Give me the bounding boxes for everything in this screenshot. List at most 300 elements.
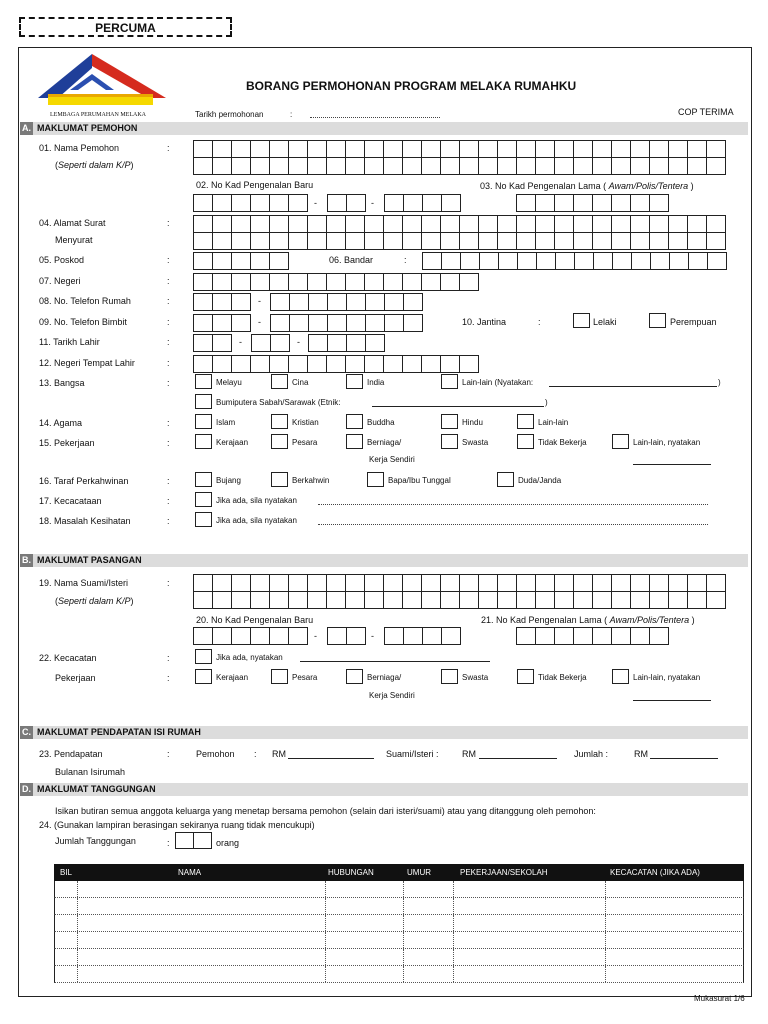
table-cell[interactable] (77, 881, 325, 897)
char-box[interactable] (441, 252, 461, 270)
char-box[interactable] (421, 574, 441, 592)
char-box[interactable] (212, 293, 232, 311)
char-box[interactable] (459, 140, 479, 158)
char-box[interactable] (308, 293, 328, 311)
char-box[interactable] (383, 591, 403, 609)
kesihatan-field[interactable] (318, 524, 708, 525)
char-box[interactable] (422, 627, 442, 645)
char-box[interactable] (497, 232, 517, 250)
char-box[interactable] (440, 591, 460, 609)
char-box[interactable] (193, 273, 213, 291)
char-box[interactable] (269, 591, 289, 609)
char-box[interactable] (327, 627, 347, 645)
checkbox-islam[interactable] (195, 414, 212, 429)
char-box[interactable] (231, 355, 251, 373)
char-box[interactable] (592, 215, 612, 233)
char-box[interactable] (611, 591, 631, 609)
char-box[interactable] (535, 591, 555, 609)
char-box[interactable] (383, 140, 403, 158)
char-box[interactable] (345, 215, 365, 233)
char-box[interactable] (212, 215, 232, 233)
char-box[interactable] (574, 252, 594, 270)
char-box[interactable] (535, 194, 555, 212)
ic-baru-suami-part3[interactable] (384, 627, 461, 645)
char-box[interactable] (497, 591, 517, 609)
char-box[interactable] (535, 232, 555, 250)
table-cell[interactable] (325, 898, 403, 914)
char-box[interactable] (630, 591, 650, 609)
nama-suami-grid-row1[interactable] (193, 574, 726, 592)
char-box[interactable] (326, 157, 346, 175)
char-box[interactable] (402, 574, 422, 592)
char-box[interactable] (403, 627, 423, 645)
char-box[interactable] (345, 591, 365, 609)
char-box[interactable] (516, 232, 536, 250)
char-box[interactable] (421, 591, 441, 609)
checkbox-buddha[interactable] (346, 414, 363, 429)
checkbox-suami-tidak-bekerja[interactable] (517, 669, 534, 684)
char-box[interactable] (250, 194, 270, 212)
checkbox-pesara[interactable] (271, 434, 288, 449)
checkbox-bujang[interactable] (195, 472, 212, 487)
table-cell[interactable] (605, 898, 745, 914)
char-box[interactable] (288, 627, 308, 645)
char-box[interactable] (212, 591, 232, 609)
char-box[interactable] (611, 574, 631, 592)
checkbox-duda-janda[interactable] (497, 472, 514, 487)
char-box[interactable] (630, 157, 650, 175)
char-box[interactable] (668, 574, 688, 592)
char-box[interactable] (459, 574, 479, 592)
char-box[interactable] (365, 314, 385, 332)
char-box[interactable] (706, 591, 726, 609)
char-box[interactable] (421, 215, 441, 233)
char-box[interactable] (535, 140, 555, 158)
checkbox-kerajaan[interactable] (195, 434, 212, 449)
kecacatan-suami-field[interactable] (300, 661, 490, 662)
char-box[interactable] (269, 215, 289, 233)
table-cell[interactable] (325, 881, 403, 897)
table-cell[interactable] (403, 949, 453, 965)
char-box[interactable] (478, 591, 498, 609)
char-box[interactable] (288, 574, 308, 592)
char-box[interactable] (478, 140, 498, 158)
char-box[interactable] (364, 232, 384, 250)
char-box[interactable] (479, 252, 499, 270)
table-cell[interactable] (453, 932, 605, 948)
char-box[interactable] (554, 215, 574, 233)
char-box[interactable] (402, 591, 422, 609)
char-box[interactable] (630, 194, 650, 212)
char-box[interactable] (706, 574, 726, 592)
char-box[interactable] (307, 157, 327, 175)
char-box[interactable] (516, 215, 536, 233)
char-box[interactable] (212, 157, 232, 175)
char-box[interactable] (384, 194, 404, 212)
char-box[interactable] (593, 252, 613, 270)
checkbox-kristian[interactable] (271, 414, 288, 429)
checkbox-kerja-lain[interactable] (612, 434, 629, 449)
char-box[interactable] (649, 627, 669, 645)
char-box[interactable] (630, 574, 650, 592)
char-box[interactable] (270, 293, 290, 311)
ic-baru-part3[interactable] (384, 194, 461, 212)
tel-rumah-code[interactable] (193, 293, 251, 311)
char-box[interactable] (649, 140, 669, 158)
char-box[interactable] (440, 232, 460, 250)
char-box[interactable] (421, 355, 441, 373)
char-box[interactable] (346, 627, 366, 645)
char-box[interactable] (668, 591, 688, 609)
char-box[interactable] (269, 194, 289, 212)
table-cell[interactable] (403, 915, 453, 931)
char-box[interactable] (573, 232, 593, 250)
char-box[interactable] (326, 215, 346, 233)
char-box[interactable] (250, 591, 270, 609)
jumlah-tanggungan-grid[interactable] (175, 832, 212, 849)
table-cell[interactable] (55, 949, 77, 965)
char-box[interactable] (459, 273, 479, 291)
char-box[interactable] (421, 157, 441, 175)
char-box[interactable] (250, 355, 270, 373)
char-box[interactable] (535, 215, 555, 233)
char-box[interactable] (554, 232, 574, 250)
nama-suami-grid-row2[interactable] (193, 591, 726, 609)
char-box[interactable] (364, 591, 384, 609)
char-box[interactable] (193, 574, 213, 592)
char-box[interactable] (440, 215, 460, 233)
char-box[interactable] (326, 232, 346, 250)
char-box[interactable] (288, 591, 308, 609)
char-box[interactable] (403, 314, 423, 332)
alamat-grid-row1[interactable] (193, 215, 726, 233)
char-box[interactable] (231, 157, 251, 175)
char-box[interactable] (402, 355, 422, 373)
char-box[interactable] (498, 252, 518, 270)
suami-kerja-lain-field[interactable] (633, 700, 711, 701)
char-box[interactable] (687, 232, 707, 250)
char-box[interactable] (441, 627, 461, 645)
char-box[interactable] (706, 215, 726, 233)
char-box[interactable] (364, 157, 384, 175)
char-box[interactable] (459, 591, 479, 609)
char-box[interactable] (421, 273, 441, 291)
table-cell[interactable] (453, 966, 605, 982)
char-box[interactable] (212, 355, 232, 373)
table-cell[interactable] (403, 898, 453, 914)
char-box[interactable] (269, 273, 289, 291)
checkbox-hindu[interactable] (441, 414, 458, 429)
tel-bimbit-num[interactable] (270, 314, 423, 332)
char-box[interactable] (383, 574, 403, 592)
char-box[interactable] (459, 232, 479, 250)
char-box[interactable] (326, 355, 346, 373)
char-box[interactable] (212, 314, 232, 332)
char-box[interactable] (193, 157, 213, 175)
char-box[interactable] (212, 574, 232, 592)
char-box[interactable] (630, 140, 650, 158)
char-box[interactable] (535, 627, 555, 645)
char-box[interactable] (231, 627, 251, 645)
char-box[interactable] (573, 140, 593, 158)
char-box[interactable] (345, 574, 365, 592)
char-box[interactable] (554, 574, 574, 592)
checkbox-bangsa-lain[interactable] (441, 374, 458, 389)
char-box[interactable] (478, 215, 498, 233)
char-box[interactable] (384, 314, 404, 332)
char-box[interactable] (421, 140, 441, 158)
char-box[interactable] (307, 273, 327, 291)
table-cell[interactable] (403, 932, 453, 948)
ic-baru-suami-part2[interactable] (327, 627, 366, 645)
char-box[interactable] (289, 314, 309, 332)
char-box[interactable] (630, 232, 650, 250)
char-box[interactable] (269, 157, 289, 175)
char-box[interactable] (592, 232, 612, 250)
checkbox-bumiputera[interactable] (195, 394, 212, 409)
checkbox-suami-pesara[interactable] (271, 669, 288, 684)
char-box[interactable] (193, 215, 213, 233)
kecacatan-field[interactable] (318, 504, 708, 505)
char-box[interactable] (403, 194, 423, 212)
char-box[interactable] (573, 194, 593, 212)
checkbox-berkahwin[interactable] (271, 472, 288, 487)
char-box[interactable] (554, 627, 574, 645)
table-cell[interactable] (453, 949, 605, 965)
char-box[interactable] (630, 627, 650, 645)
char-box[interactable] (231, 232, 251, 250)
char-box[interactable] (592, 194, 612, 212)
char-box[interactable] (212, 252, 232, 270)
char-box[interactable] (250, 232, 270, 250)
char-box[interactable] (687, 574, 707, 592)
tel-rumah-num[interactable] (270, 293, 423, 311)
char-box[interactable] (231, 194, 251, 212)
table-cell[interactable] (453, 881, 605, 897)
char-box[interactable] (687, 140, 707, 158)
char-box[interactable] (706, 232, 726, 250)
char-box[interactable] (478, 232, 498, 250)
negeri-lahir-grid[interactable] (193, 355, 479, 373)
char-box[interactable] (611, 627, 631, 645)
char-box[interactable] (383, 273, 403, 291)
char-box[interactable] (422, 194, 442, 212)
char-box[interactable] (212, 334, 232, 352)
char-box[interactable] (326, 591, 346, 609)
char-box[interactable] (403, 293, 423, 311)
char-box[interactable] (687, 215, 707, 233)
table-cell[interactable] (55, 932, 77, 948)
char-box[interactable] (308, 334, 328, 352)
char-box[interactable] (193, 334, 213, 352)
tel-bimbit-code[interactable] (193, 314, 251, 332)
char-box[interactable] (175, 832, 194, 849)
char-box[interactable] (327, 314, 347, 332)
char-box[interactable] (364, 273, 384, 291)
char-box[interactable] (193, 832, 212, 849)
char-box[interactable] (649, 232, 669, 250)
bangsa-lain-field[interactable] (549, 386, 717, 387)
char-box[interactable] (516, 157, 536, 175)
table-cell[interactable] (403, 966, 453, 982)
char-box[interactable] (611, 194, 631, 212)
char-box[interactable] (346, 293, 366, 311)
char-box[interactable] (231, 252, 251, 270)
pendapatan-suami-field[interactable] (479, 758, 557, 759)
char-box[interactable] (440, 140, 460, 158)
char-box[interactable] (402, 232, 422, 250)
char-box[interactable] (250, 140, 270, 158)
ic-lama-suami-grid[interactable] (516, 627, 669, 645)
tarikh-lahir-dd[interactable] (193, 334, 232, 352)
char-box[interactable] (650, 252, 670, 270)
char-box[interactable] (250, 627, 270, 645)
poskod-grid[interactable] (193, 252, 289, 270)
char-box[interactable] (269, 252, 289, 270)
char-box[interactable] (649, 157, 669, 175)
char-box[interactable] (649, 215, 669, 233)
char-box[interactable] (497, 140, 517, 158)
char-box[interactable] (611, 140, 631, 158)
table-cell[interactable] (453, 898, 605, 914)
char-box[interactable] (668, 215, 688, 233)
char-box[interactable] (307, 591, 327, 609)
char-box[interactable] (307, 574, 327, 592)
table-cell[interactable] (55, 915, 77, 931)
char-box[interactable] (250, 574, 270, 592)
table-cell[interactable] (605, 949, 745, 965)
char-box[interactable] (535, 157, 555, 175)
pendapatan-jumlah-field[interactable] (650, 758, 718, 759)
char-box[interactable] (592, 574, 612, 592)
char-box[interactable] (459, 157, 479, 175)
char-box[interactable] (649, 591, 669, 609)
char-box[interactable] (365, 293, 385, 311)
table-cell[interactable] (605, 915, 745, 931)
char-box[interactable] (364, 355, 384, 373)
char-box[interactable] (231, 591, 251, 609)
char-box[interactable] (440, 574, 460, 592)
char-box[interactable] (326, 574, 346, 592)
checkbox-cina[interactable] (271, 374, 288, 389)
char-box[interactable] (346, 314, 366, 332)
table-cell[interactable] (55, 966, 77, 982)
char-box[interactable] (384, 627, 404, 645)
char-box[interactable] (592, 140, 612, 158)
char-box[interactable] (688, 252, 708, 270)
char-box[interactable] (383, 157, 403, 175)
char-box[interactable] (460, 252, 480, 270)
table-cell[interactable] (325, 966, 403, 982)
table-cell[interactable] (55, 881, 77, 897)
char-box[interactable] (516, 574, 536, 592)
char-box[interactable] (269, 574, 289, 592)
table-cell[interactable] (77, 966, 325, 982)
char-box[interactable] (307, 232, 327, 250)
char-box[interactable] (516, 194, 536, 212)
char-box[interactable] (573, 627, 593, 645)
char-box[interactable] (554, 157, 574, 175)
char-box[interactable] (193, 591, 213, 609)
char-box[interactable] (611, 232, 631, 250)
table-cell[interactable] (77, 915, 325, 931)
ic-baru-part2[interactable] (327, 194, 366, 212)
char-box[interactable] (592, 627, 612, 645)
char-box[interactable] (193, 252, 213, 270)
char-box[interactable] (231, 273, 251, 291)
char-box[interactable] (345, 157, 365, 175)
char-box[interactable] (364, 574, 384, 592)
char-box[interactable] (212, 232, 232, 250)
char-box[interactable] (288, 273, 308, 291)
char-box[interactable] (402, 215, 422, 233)
char-box[interactable] (269, 140, 289, 158)
char-box[interactable] (231, 215, 251, 233)
checkbox-bapa-ibu-tunggal[interactable] (367, 472, 384, 487)
char-box[interactable] (669, 252, 689, 270)
char-box[interactable] (231, 314, 251, 332)
char-box[interactable] (440, 355, 460, 373)
char-box[interactable] (345, 355, 365, 373)
char-box[interactable] (402, 140, 422, 158)
char-box[interactable] (193, 314, 213, 332)
char-box[interactable] (269, 627, 289, 645)
char-box[interactable] (193, 232, 213, 250)
char-box[interactable] (687, 157, 707, 175)
char-box[interactable] (231, 293, 251, 311)
ic-lama-grid[interactable] (516, 194, 669, 212)
char-box[interactable] (327, 194, 347, 212)
char-box[interactable] (231, 574, 251, 592)
table-cell[interactable] (605, 932, 745, 948)
ic-baru-suami-part1[interactable] (193, 627, 308, 645)
kerja-lain-field[interactable] (633, 464, 711, 465)
char-box[interactable] (345, 140, 365, 158)
char-box[interactable] (288, 194, 308, 212)
char-box[interactable] (308, 314, 328, 332)
char-box[interactable] (668, 140, 688, 158)
char-box[interactable] (612, 252, 632, 270)
table-cell[interactable] (325, 949, 403, 965)
char-box[interactable] (250, 157, 270, 175)
char-box[interactable] (573, 215, 593, 233)
char-box[interactable] (554, 140, 574, 158)
char-box[interactable] (269, 232, 289, 250)
char-box[interactable] (384, 293, 404, 311)
char-box[interactable] (478, 157, 498, 175)
char-box[interactable] (554, 194, 574, 212)
char-box[interactable] (193, 293, 213, 311)
char-box[interactable] (345, 232, 365, 250)
char-box[interactable] (497, 157, 517, 175)
char-box[interactable] (250, 252, 270, 270)
etnik-field[interactable] (372, 406, 544, 407)
char-box[interactable] (288, 215, 308, 233)
char-box[interactable] (573, 157, 593, 175)
char-box[interactable] (383, 215, 403, 233)
char-box[interactable] (365, 334, 385, 352)
checkbox-tidak-bekerja[interactable] (517, 434, 534, 449)
char-box[interactable] (212, 194, 232, 212)
char-box[interactable] (402, 273, 422, 291)
char-box[interactable] (250, 273, 270, 291)
checkbox-india[interactable] (346, 374, 363, 389)
char-box[interactable] (326, 140, 346, 158)
char-box[interactable] (440, 157, 460, 175)
char-box[interactable] (212, 627, 232, 645)
char-box[interactable] (440, 273, 460, 291)
checkbox-lelaki[interactable] (573, 313, 590, 328)
